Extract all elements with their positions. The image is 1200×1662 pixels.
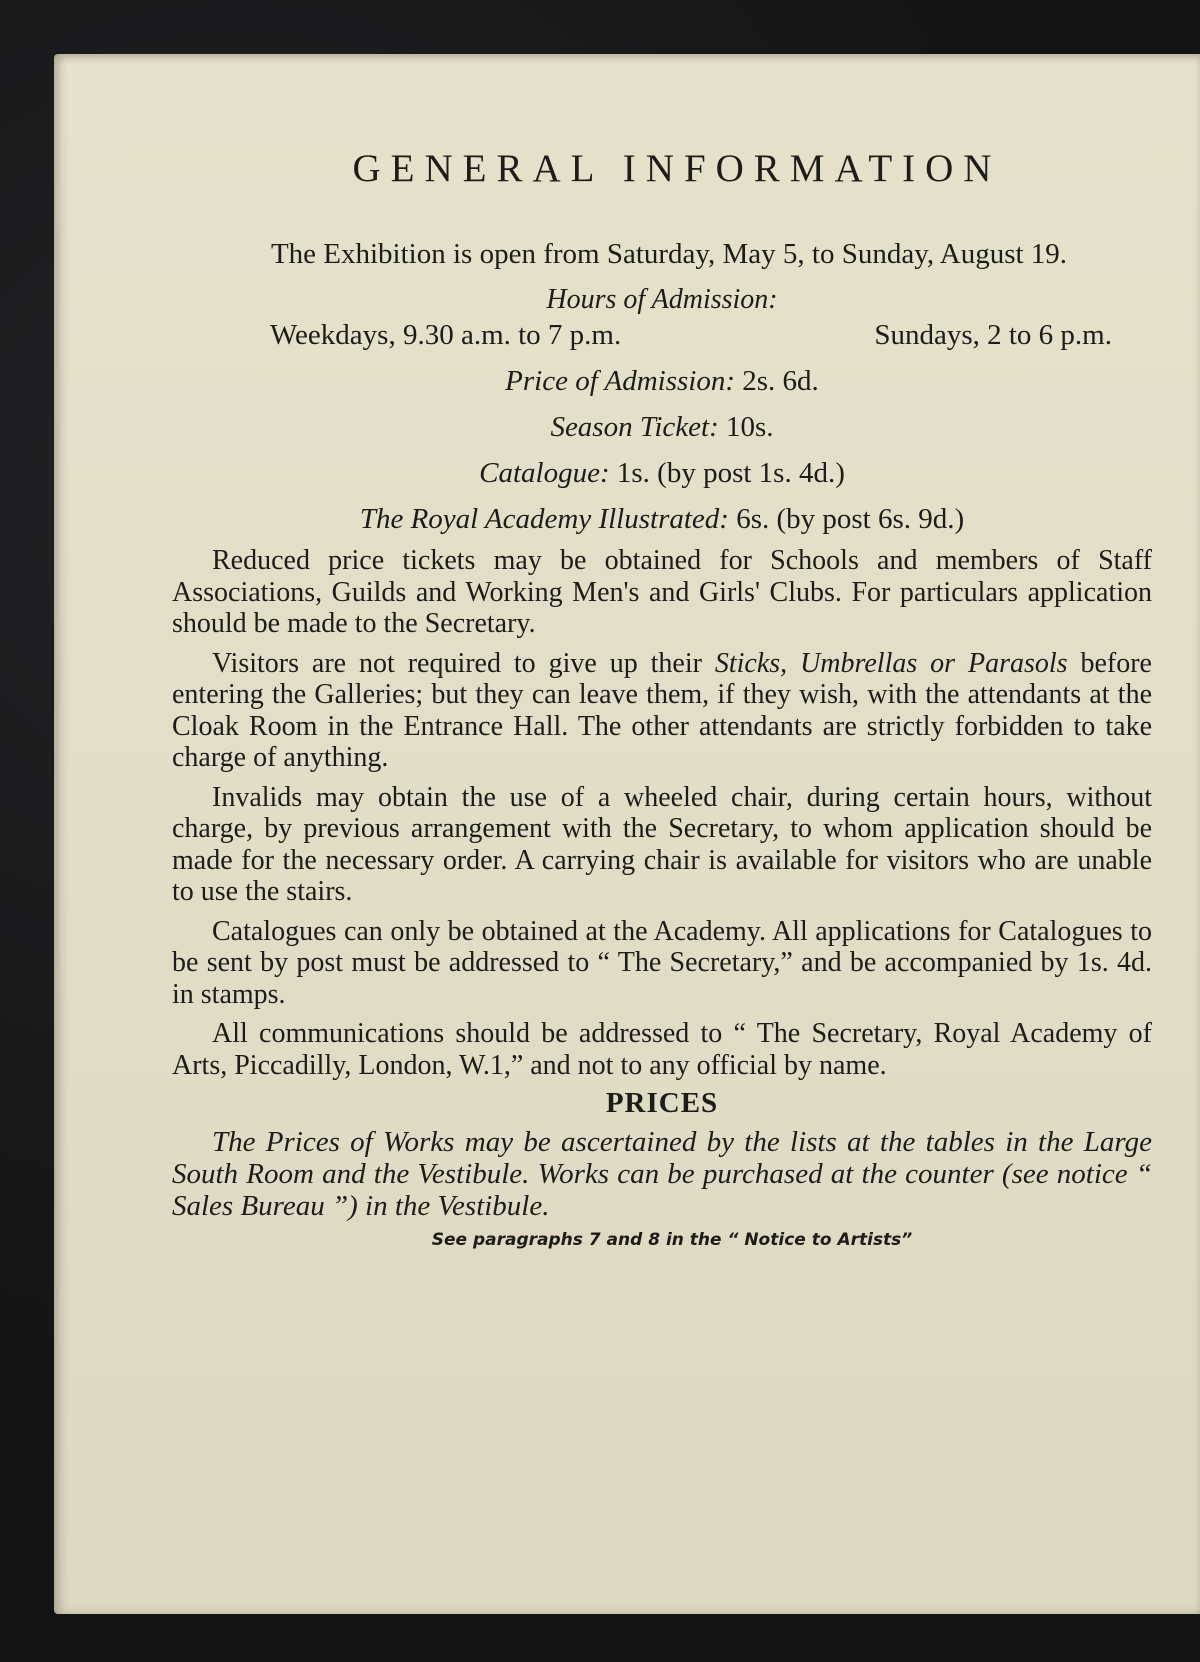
season-ticket [172, 409, 1152, 445]
invalids-paragraph: Invalids may obtain the use of a wheeled chair, during certain hours, without charge, by previous arrangement with the Secretary, to whom application should be made for the necessary order. A carrying chair is available for visitors who are unable to use the stairs. [172, 781, 1152, 907]
catalogue-price-value: 1s. (by post 1s. 4d.) [616, 457, 845, 489]
visitors-paragraph [172, 648, 1152, 774]
price-of-admission [172, 363, 1152, 399]
illustrated-price-value: 6s. (by post 6s. 9d.) [736, 503, 965, 535]
document-page [54, 54, 1200, 1614]
catalogue-price-label: Catalogue: [479, 457, 610, 489]
hours-row [172, 317, 1152, 353]
illustrated-price [172, 501, 1152, 537]
sunday-hours: Sundays, 2 to 6 p.m. [874, 319, 1112, 351]
price-of-admission-value: 2s. 6d. [742, 365, 819, 397]
season-ticket-value: 10s. [726, 411, 774, 443]
page-content [172, 146, 1152, 1250]
catalogue-price [172, 455, 1152, 491]
visitors-items: Sticks, Umbrellas or Parasols [714, 647, 1068, 679]
reduced-tickets-paragraph: Reduced price tickets may be obtained for Schools and members of Staff Associations, Guilds and Working Men's and Girls' Clubs. For particulars application should be made to the Secretary. [172, 545, 1152, 639]
page-title: GENERAL INFORMATION [352, 147, 1002, 190]
hours-heading: Hours of Admission: [546, 284, 778, 315]
visitors-text-2: before entering the Galleries; but they can leave them, if they wish, with the attendants at the Cloak Room in the Entrance Hall. The other attendants are strictly forbidden to take charge of anything. [172, 647, 1152, 773]
prices-paragraph: The Prices of Works may be ascertained by the lists at the tables in the Large South Room and the Vestibule. Works can be purchased at the counter (see notice “ Sales Bureau ”) in the Vestibule. [172, 1126, 1152, 1222]
visitors-text-1: Visitors are not required to give up their [212, 647, 702, 679]
illustrated-price-label: The Royal Academy Illustrated: [359, 503, 729, 535]
prices-footnote: See paragraphs 7 and 8 in the “ Notice to Artists” [431, 1230, 913, 1250]
communications-paragraph: All communications should be addressed to “ The Secretary, Royal Academy of Arts, Piccadilly, London, W.1,” and not to any official by name. [172, 1018, 1152, 1081]
catalogues-paragraph: Catalogues can only be obtained at the Academy. All applications for Catalogues to be sent by post must be addressed to “ The Secretary,” and be accompanied by 1s. 4d. in stamps. [172, 915, 1152, 1010]
weekday-hours: Weekdays, 9.30 a.m. to 7 p.m. [270, 319, 622, 351]
season-ticket-label: Season Ticket: [550, 411, 719, 443]
exhibition-dates: The Exhibition is open from Saturday, May 5, to Sunday, August 19. [270, 238, 1068, 270]
prices-heading: PRICES [605, 1087, 719, 1119]
price-of-admission-label: Price of Admission: [505, 365, 736, 397]
